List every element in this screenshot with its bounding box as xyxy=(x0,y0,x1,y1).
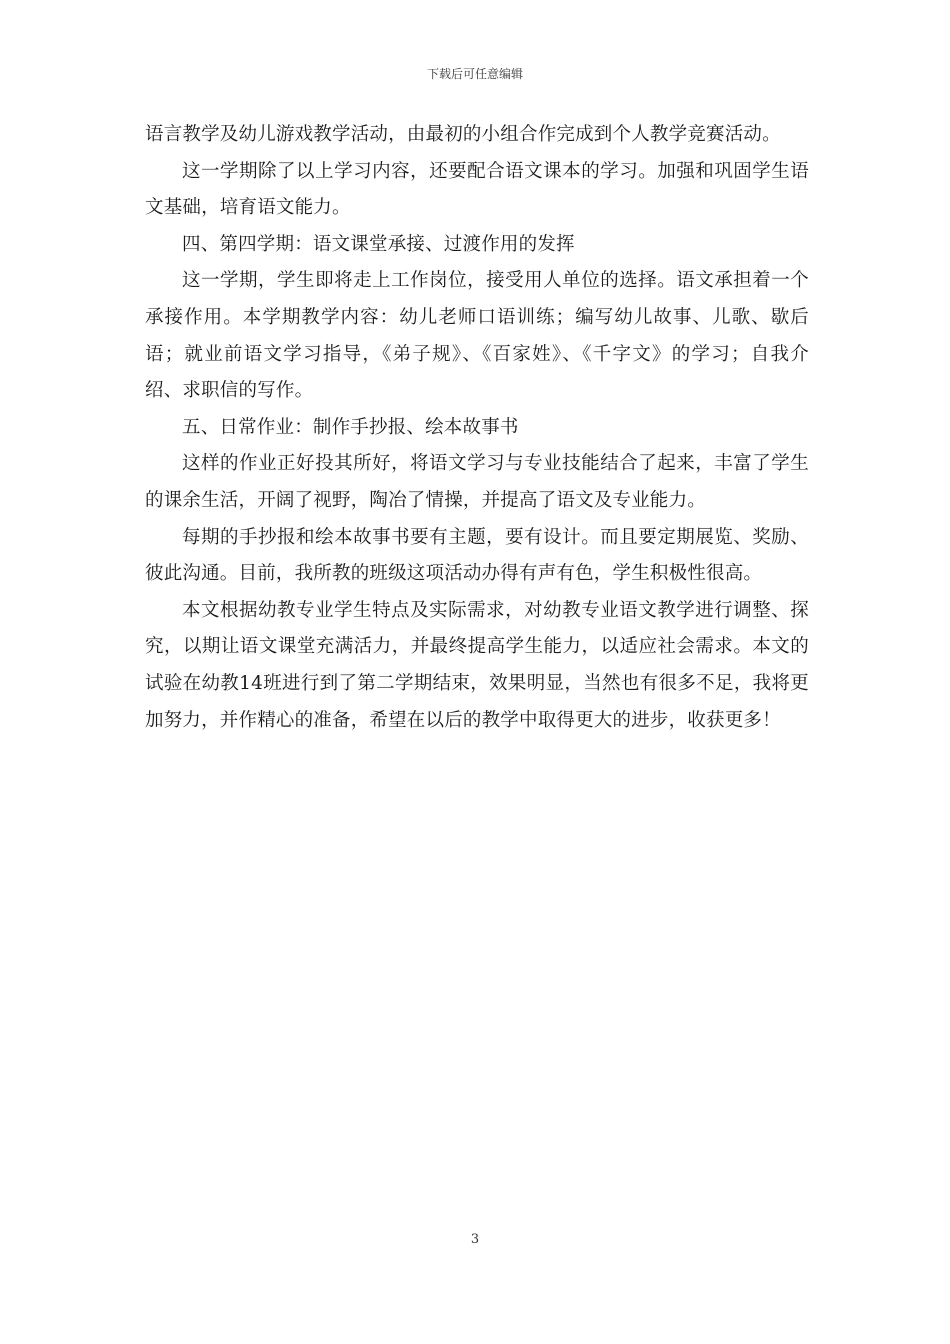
page-header: 下载后可任意编辑 xyxy=(426,67,523,81)
document-body xyxy=(145,117,809,739)
paragraph-8: 本文根据幼教专业学生特点及实际需求，对幼教专业语文教学进行调整、探究，以期让语文课堂充满活力，并最终提高学生能力，以适应社会需求。本文的试验在幼教14班进行到了第二学期结束，效果明显，当然也有很多不足，我将更加努力，并作精心的准备，希望在以后的教学中取得更大的进步，收获更多！ xyxy=(145,599,809,731)
paragraph-4: 这一学期，学生即将走上工作岗位，接受用人单位的选择。语文承担着一个承接作用。本学期教学内容：幼儿老师口语训练；编写幼儿故事、儿歌、歇后语；就业前语文学习指导，《弟子规》、《百家姓》、《千字文》的学习；自我介绍、求职信的写作。 xyxy=(145,270,809,402)
paragraph-2: 这一学期除了以上学习内容，还要配合语文课本的学习。加强和巩固学生语文基础，培育语文能力。 xyxy=(145,160,809,219)
section-heading-5: 五、日常作业：制作手抄报、绘本故事书 xyxy=(182,416,519,438)
paragraph-1: 语言教学及幼儿游戏教学活动，由最初的小组合作完成到个人教学竞赛活动。 xyxy=(145,124,781,145)
section-heading-4: 四、第四学期：语文课堂承接、过渡作用的发挥 xyxy=(182,233,575,255)
paragraph-7: 每期的手抄报和绘本故事书要有主题，要有设计。而且要定期展览、奖励、彼此沟通。目前，我所教的班级这项活动办得有声有色，学生积极性很高。 xyxy=(145,526,809,585)
paragraph-6: 这样的作业正好投其所好，将语文学习与专业技能结合了起来，丰富了学生的课余生活，开阔了视野，陶冶了情操，并提高了语文及专业能力。 xyxy=(145,453,809,511)
page-number: 3 xyxy=(470,1232,480,1247)
